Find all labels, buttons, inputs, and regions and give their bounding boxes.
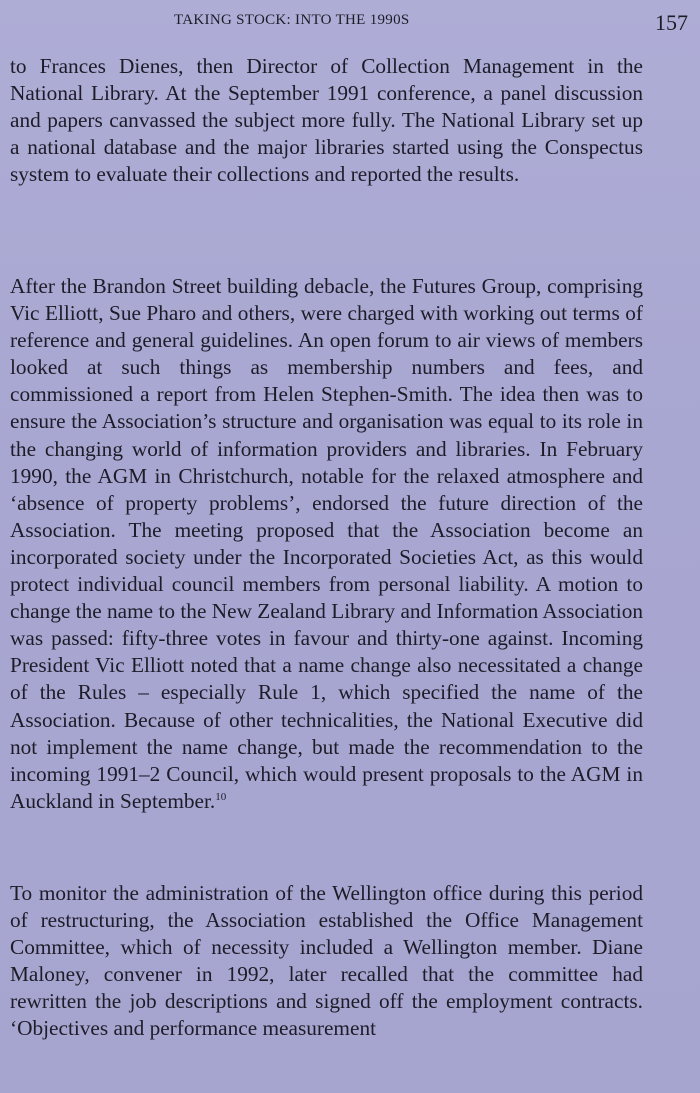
- page-number: 157: [655, 10, 688, 35]
- paragraph-1: to Frances Dienes, then Director of Collection Management in the National Library. At the September 1991 conference, a panel discussion and papers canvassed the subject more fully. The National Library set up a national database and the major libraries started using the Conspectus system to evaluate their collections and reported the results.: [10, 54, 643, 187]
- paragraph-2-text: After the Brandon Street building debacle, the Futures Group, comprising Vic Elliott, Sue Pharo and others, were charged with working out terms of reference and general guidelines. An open forum to air views of members looked at such things as membership numbers and fees, and commissioned a report from Helen Stephen-Smith. The idea then was to ensure the Association’s structure and organisation was equal to its role in the changing world of information providers and libraries. In February 1990, the AGM in Christchurch, notable for the relaxed atmosphere and ‘absence of property problems’, endorsed the future direction of the Association. The meeting proposed that the Association become an incorporated society under the Incorporated Societies Act, as this would protect individual council members from personal liability. A motion to change the name to the New Zealand Library and Information Association was passed: fifty-three votes in favour and thirty-one against. Incoming President Vic Elliott noted that a name change also necessitated a change of the Rules – especially Rule 1, which specified the name of the Association. Because of other technicalities, the National Executive did not implement the name change, but made the recommendation to the incoming 1991–2 Council, which would present proposals to the AGM in Auckland in September.: [10, 274, 643, 813]
- paragraph-3: To monitor the administration of the Wellington office during this period of restructuring, the Association established the Office Management Committee, which of necessity included a Wellington member. Diane Maloney, convener in 1992, later recalled that the committee had rewritten the job descriptions and signed off the employment contracts. ‘Objectives and performance measurement: [10, 881, 643, 1041]
- paragraph-2: [10, 273, 643, 815]
- footnote-reference: 10: [215, 790, 227, 803]
- running-head: TAKING STOCK: INTO THE 1990S: [174, 12, 410, 28]
